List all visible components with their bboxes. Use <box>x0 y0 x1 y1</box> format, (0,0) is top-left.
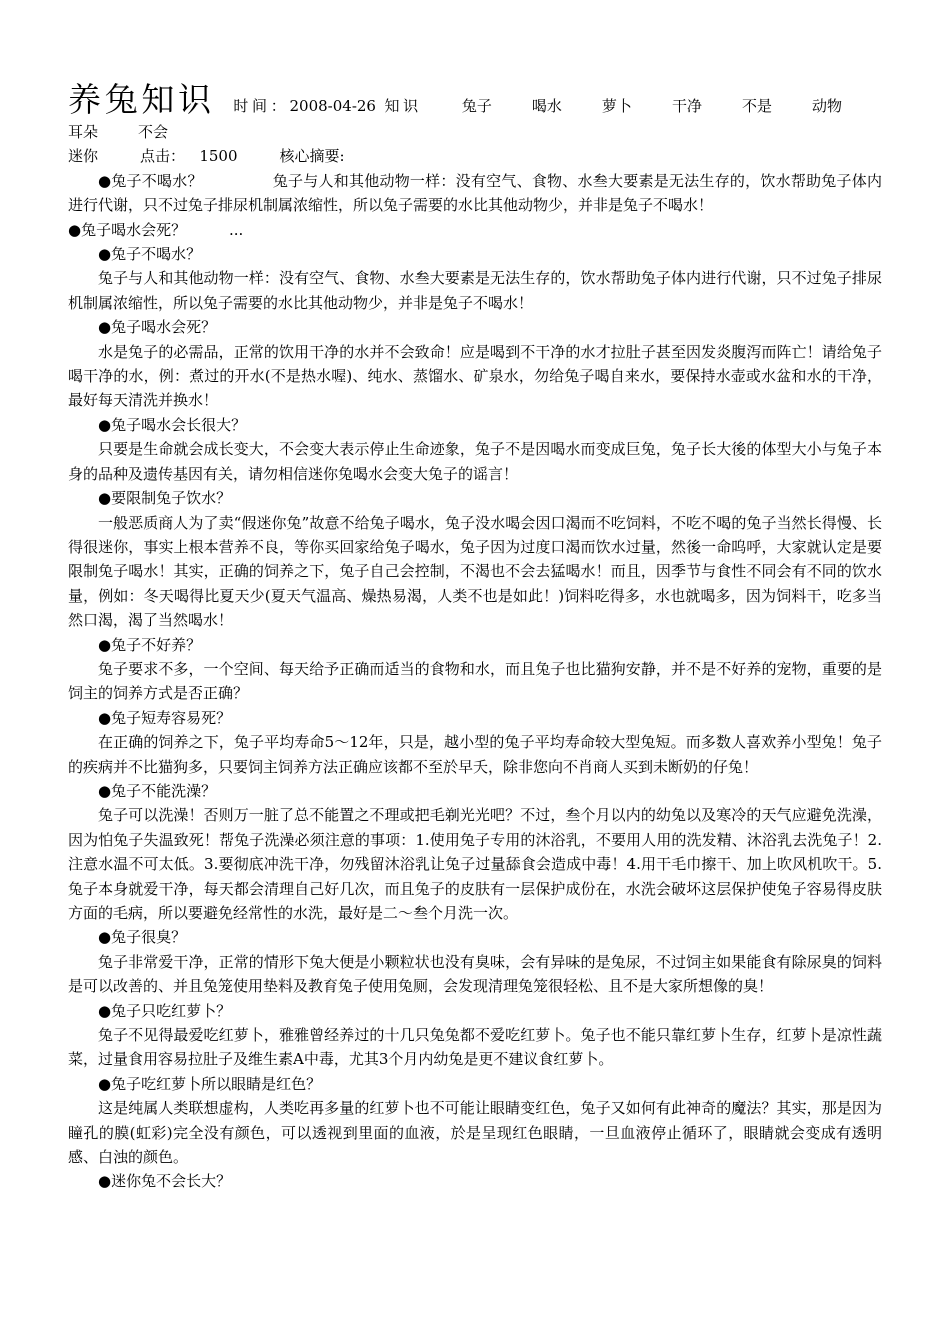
faq-answer: 水是兔子的必需品，正常的饮用干净的水并不会致命！应是喝到不干净的水才拉肚子甚至因发炎腹泻而阵亡！请给兔子喝干净的水，例：煮过的开水(不是热水喔)、纯水、蒸馏水、矿泉水，勿给兔子喝自来水，要保持水壶或水盆和水的干净，最好每天清洗并换水！ <box>68 342 882 410</box>
faq-question: ●兔子喝水会长很大？ <box>98 415 247 434</box>
faq-question: ●兔子喝水会死？ <box>98 318 217 337</box>
keyword: 不是 <box>741 97 772 115</box>
keyword-continued: 迷你 <box>68 147 99 166</box>
faq-answer: 兔子可以洗澡！否则万一脏了总不能置之不理或把毛剃光光吧？不过，叁个月以内的幼兔以及寒冷的天气应避免洗澡，因为怕兔子失温致死！帮兔子洗澡必须注意的事项：1.使用兔子专用的沐浴乳，不要用人用的洗发精、沐浴乳去洗兔子！2.注意水温不可太低。3.要彻底冲洗干净，勿残留沐浴乳让兔子过量舔食会造成中毒！4.用干毛巾擦干、加上吹风机吹干。5.兔子本身就爱干净，每天都会清理自己好几次，而且兔子的皮肤有一层保护成份在，水洗会破坏这层保护使兔子容易得皮肤方面的毛病，所以要避免经常性的水洗，最好是二～叁个月洗一次。 <box>68 806 882 922</box>
keyword: 干净 <box>671 97 702 115</box>
document-page <box>68 80 882 1194</box>
clicks-label: 点击： <box>140 147 186 166</box>
clicks-value: 1500 <box>199 147 238 166</box>
keyword: 耳朵 <box>68 123 99 141</box>
summary-question-2: ●兔子喝水会死？ <box>68 220 187 239</box>
document-header-meta <box>68 144 882 168</box>
summary-ellipsis: ... <box>229 220 244 239</box>
faq-question: ●兔子不好养？ <box>98 635 202 654</box>
faq-answer: 只要是生命就会成长变大，不会变大表示停止生命迹象，兔子不是因喝水而变成巨兔，兔子长大後的体型大小与兔子本身的品种及遗传基因有关，请勿相信迷你兔喝水会变大兔子的谣言！ <box>68 440 882 483</box>
faq-question: ●兔子短寿容易死？ <box>98 708 232 727</box>
summary-question-1: ●兔子不喝水？ <box>98 171 203 190</box>
summary-paragraph-2 <box>68 218 882 242</box>
faq-question: ●兔子很臭？ <box>98 928 187 947</box>
time-label: 时间： <box>233 97 290 115</box>
time-value: 2008-04-26 <box>289 97 376 115</box>
keyword: 不会 <box>138 123 169 141</box>
faq-question: ●兔子只吃红萝卜？ <box>98 1001 232 1020</box>
faq-question: ●兔子吃红萝卜所以眼睛是红色？ <box>98 1074 322 1093</box>
faq-answer: 兔子要求不多，一个空间、每天给予正确而适当的食物和水，而且兔子也比猫狗安静，并不是不好养的宠物，重要的是饲主的饲养方式是否正确？ <box>68 659 882 703</box>
keyword: 动物 <box>811 97 842 115</box>
faq-answer: 兔子与人和其他动物一样：没有空气、食物、水叁大要素是无法生存的，饮水帮助兔子体内进行代谢，只不过兔子排尿机制属浓缩性，所以兔子需要的水比其他动物少，并非是兔子不喝水！ <box>68 269 882 312</box>
document-header <box>68 80 882 144</box>
summary-paragraph <box>68 169 882 218</box>
faq-question: ●兔子不能洗澡？ <box>98 781 217 800</box>
faq-question: ●兔子不喝水？ <box>98 245 202 264</box>
summary-answer-1: 兔子与人和其他动物一样：没有空气、食物、水叁大要素是无法生存的，饮水帮助兔子体内进行代谢，只不过兔子排尿机制属浓缩性，所以兔子需要的水比其他动物少，并非是兔子不喝水！ <box>68 171 882 215</box>
keyword: 喝水 <box>531 97 562 115</box>
faq-question: ●迷你兔不会长大？ <box>98 1172 232 1191</box>
keyword: 萝卜 <box>601 97 632 115</box>
faq-answer: 兔子非常爱干净，正常的情形下兔大便是小颗粒状也没有臭味，会有异味的是兔尿，不过饲主如果能食有除尿臭的饲料是可以改善的、并且兔笼使用垫料及教育兔子使用兔厕，会发现清理兔笼很轻松、且不是大家所想像的臭！ <box>68 952 882 996</box>
page-title: 养兔知识 <box>68 80 215 119</box>
faq-answer: 一般恶质商人为了卖“假迷你兔”故意不给兔子喝水，兔子没水喝会因口渴而不吃饲料，不吃不喝的兔子当然长得慢、长得很迷你，事实上根本营养不良，等你买回家给兔子喝水，兔子因为过度口渴而饮水过量，然後一命呜呼，大家就认定是要限制兔子喝水！其实，正确的饲养之下，兔子自己会控制，不渴也不会去猛喝水！而且，因季节与食性不同会有不同的饮水量，例如：冬天喝得比夏天少(夏天气温高、燥热易渴，人类不也是如此！)饲料吃得多，水也就喝多，因为饲料干，吃多当然口渴，渴了当然喝水！ <box>68 513 882 630</box>
faq-answer: 兔子不见得最爱吃红萝卜，雅雅曾经养过的十几只兔兔都不爱吃红萝卜。兔子也不能只靠红萝卜生存，红萝卜是凉性蔬菜，过量食用容易拉肚子及维生素A中毒，尤其3个月内幼兔是更不建议食红萝卜。 <box>68 1026 882 1069</box>
summary-label: 核心摘要: <box>279 147 345 166</box>
faq-answer: 这是纯属人类联想虚构，人类吃再多量的红萝卜也不可能让眼睛变红色，兔子又如何有此神奇的魔法？其实，那是因为瞳孔的膜(虹彩)完全没有颜色，可以透视到里面的血液，於是呈现红色眼睛，一旦血液停止循环了，眼睛就会变成有透明感、白浊的颜色。 <box>68 1099 882 1167</box>
faq-answer: 在正确的饲养之下，兔子平均寿命5～12年，只是，越小型的兔子平均寿命较大型兔短。而多数人喜欢养小型兔！兔子的疾病并不比猫狗多，只要饲主饲养方法正确应该都不至於早夭，除非您向不肖商人买到未断奶的仔兔！ <box>68 733 882 776</box>
faq-list <box>68 242 882 1194</box>
keywords-label: 知识 <box>384 97 422 115</box>
keyword: 兔子 <box>461 97 492 115</box>
faq-question: ●要限制兔子饮水？ <box>98 489 232 508</box>
